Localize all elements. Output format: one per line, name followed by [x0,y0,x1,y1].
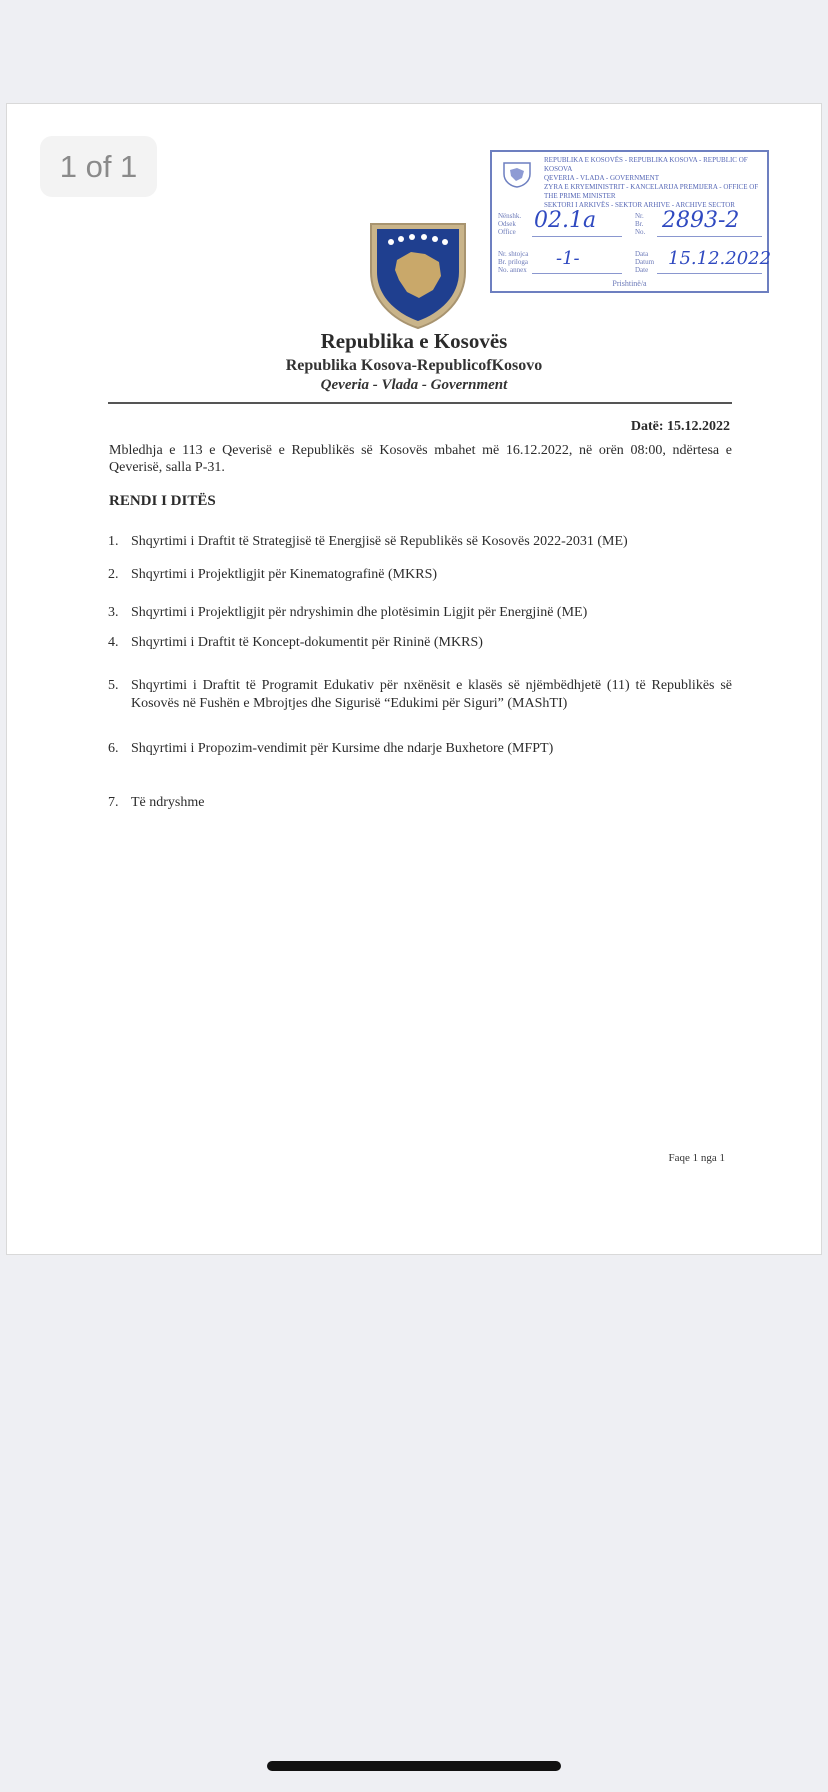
stamp-header: REPUBLIKA E KOSOVËS - REPUBLIKA KOSOVA - REPUBLIC OF KOSOVA QEVERIA - VLADA - GOVERNMENT ZYRA E KRYEMINISTRIT - KANCELARIJA PREMIJERA - OFFICE OF THE PRIME MINISTER SEKTORI I ARKIVËS - SEKTOR ARHIVE - ARCHIVE SECTOR [544,156,759,209]
stamp-number: 2893-2 [662,208,740,233]
stamp-code: 02.1a [534,208,597,233]
document-date: Datë: 15.12.2022 [630,419,730,434]
document-heading-government: Qeveria - Vlada - Government [320,377,508,393]
header-divider [108,402,732,404]
stamp-footer: Prishtinë/a [612,279,647,288]
document-heading-multilingual: Republika Kosova-RepublicofKosovo [285,357,543,374]
page-indicator: 1 of 1 [40,136,157,197]
page-footer: Faqe 1 nga 1 [668,1152,725,1164]
meeting-intro: Mbledhja e 113 e Qeverisë e Republikës së Kosovës mbahet më 16.12.2022, në orën 08:00, ndërtesa e Qeverisë, salla P-31. [109,443,732,475]
stamp-date: 15.12.2022 [668,248,772,269]
stamp-seal-icon [500,160,534,188]
kosovo-coat-of-arms-icon [367,220,469,332]
stamp-attachments: -1- [556,248,580,269]
document-heading-country: Republika e Kosovës [320,329,508,353]
home-indicator[interactable] [267,1761,561,1771]
archive-stamp: REPUBLIKA E KOSOVËS - REPUBLIKA KOSOVA - REPUBLIC OF KOSOVA QEVERIA - VLADA - GOVERNMENT ZYRA E KRYEMINISTRIT - KANCELARIJA PREMIJERA - OFFICE OF THE PRIME MINISTER SEKTORI I ARKIVËS - SEKTOR ARHIVE - ARCHIVE SECTOR Nënshk. Odsek Office 02.1a Nr. Br. No. 2893-2 Nr. shtojca Br. priloga No. annex -1- Data Datum Date 15.12.2022 Prishtinë/a [490,150,769,293]
agenda-title: RENDI I DITËS [109,493,216,509]
